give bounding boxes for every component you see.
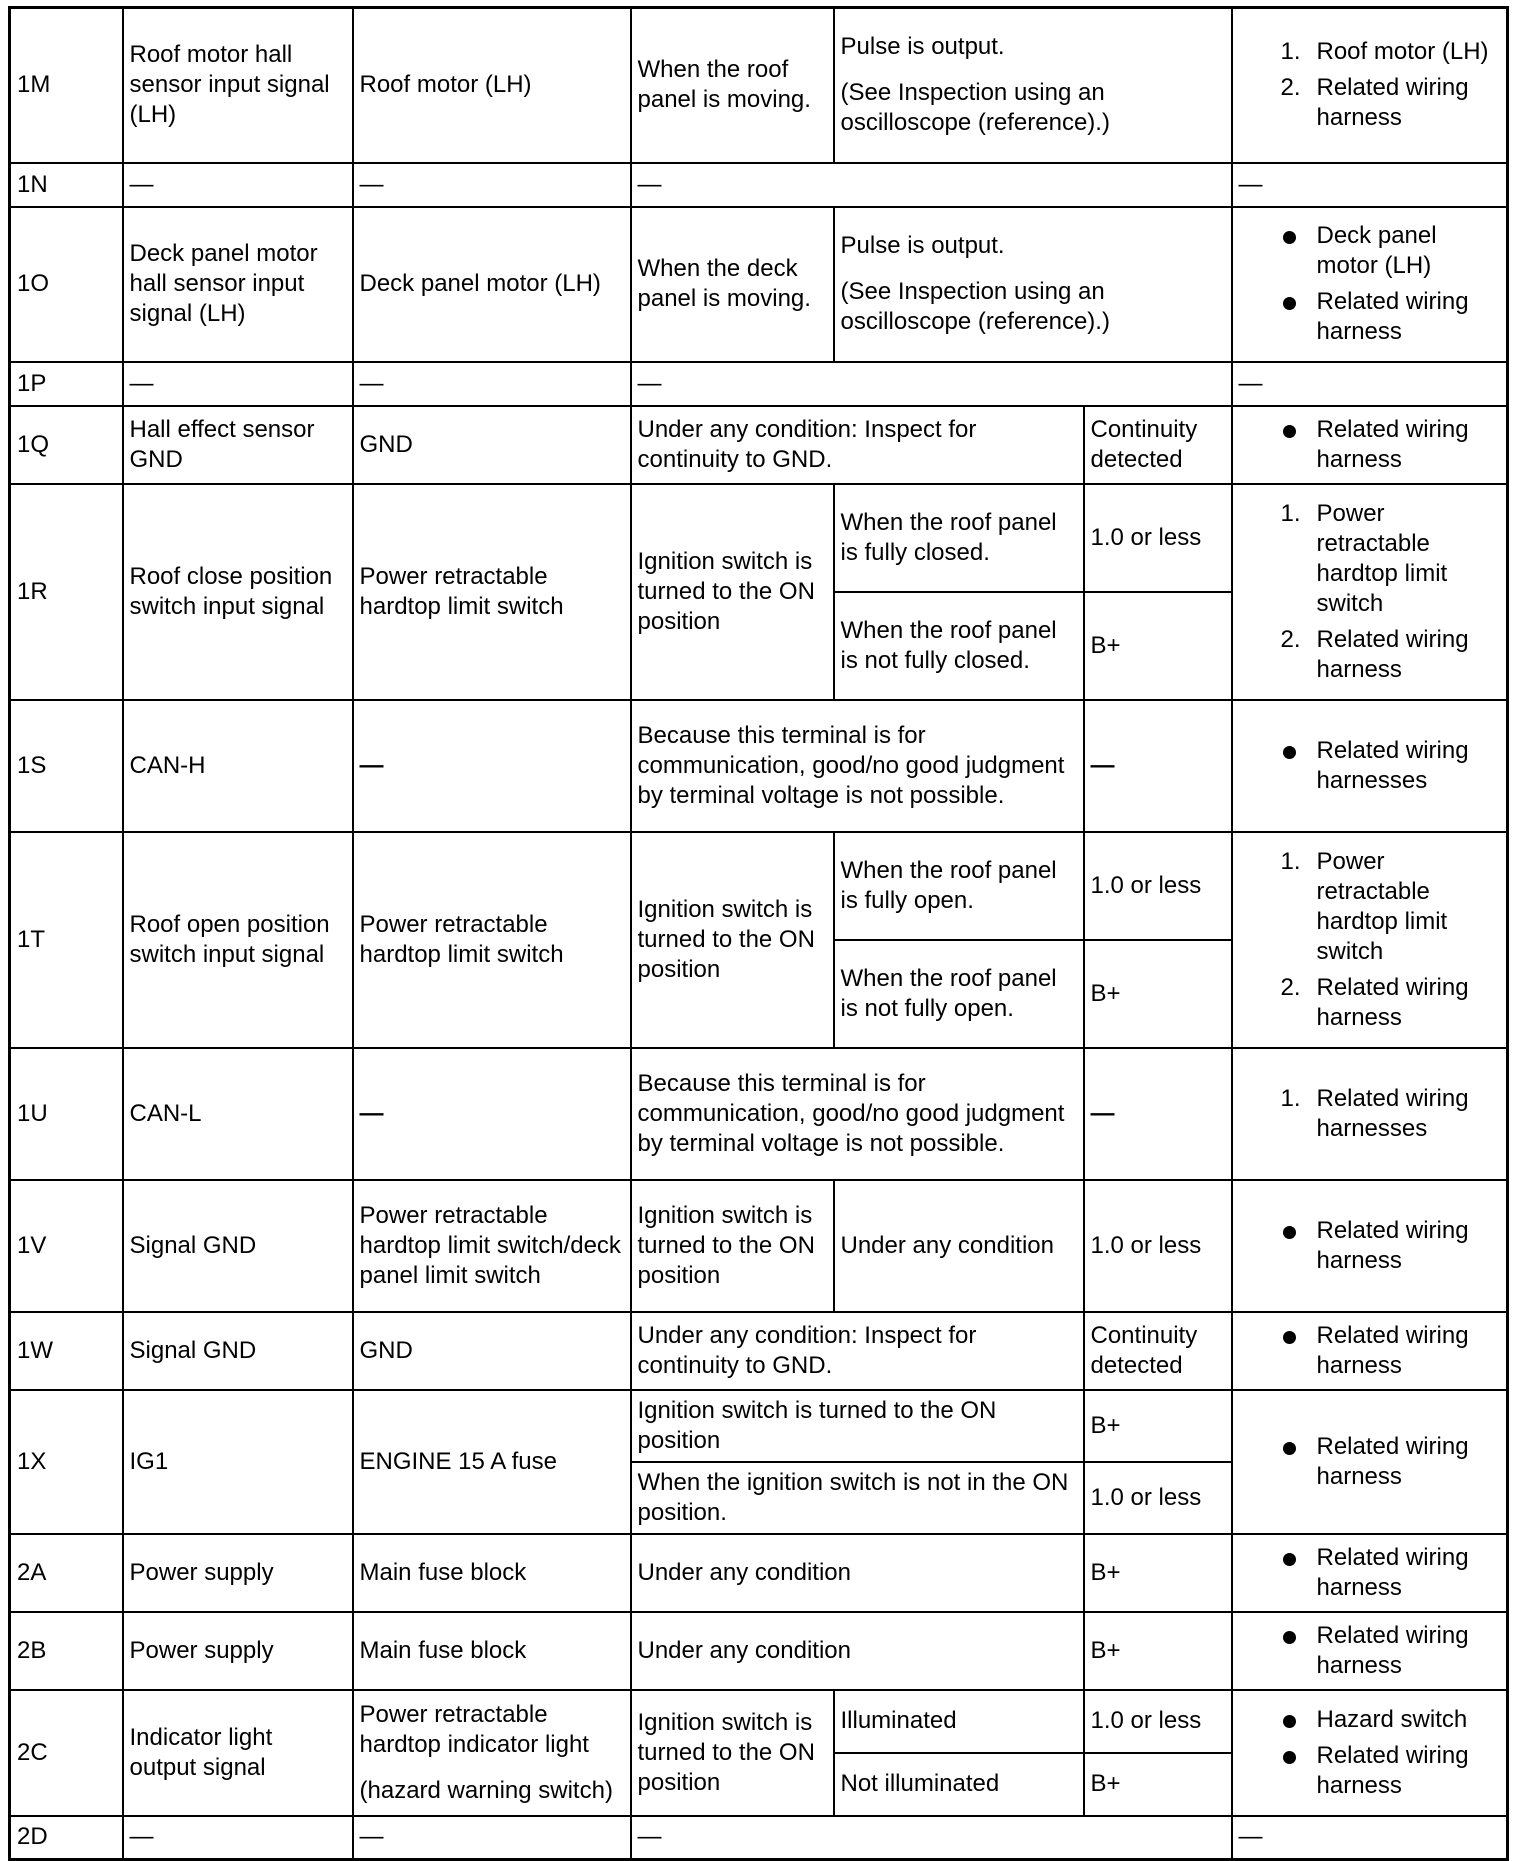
action-cell — [1232, 1534, 1508, 1612]
terminal-cell: 1Q — [10, 406, 123, 484]
value-cell: B+ — [1084, 1534, 1232, 1612]
condition-cell: When the roof panel is moving. — [631, 8, 834, 163]
value-cell: — — [1232, 362, 1508, 406]
bullet-icon — [1283, 1442, 1296, 1455]
condition-cell: — — [631, 362, 1232, 406]
list-item: 1. Roof motor (LH) — [1280, 38, 1489, 66]
list-item: Related wiring harnesses — [1239, 736, 1501, 796]
value-cell: — — [1084, 1048, 1232, 1180]
action-cell — [1232, 1180, 1508, 1312]
connected-cell: ENGINE 15 A fuse — [353, 1390, 631, 1534]
signal-cell: — — [123, 362, 353, 406]
sub-condition-cell: Under any condition — [834, 1180, 1084, 1312]
sub-condition-cell: When the roof panel is fully closed. — [834, 484, 1084, 592]
table-row — [10, 1180, 1508, 1312]
list-item: Related wiring harness — [1239, 1543, 1501, 1603]
connected-cell: Main fuse block — [353, 1612, 631, 1690]
connected-cell: — — [353, 362, 631, 406]
sub-condition-cell: Not illuminated — [834, 1753, 1084, 1816]
terminal-inspection-table — [8, 6, 1509, 1861]
list-item: Related wiring harness — [1239, 415, 1501, 475]
connected-cell: — — [353, 700, 631, 832]
condition-cell: Ignition switch is turned to the ON position — [631, 832, 834, 1048]
condition-cell: Ignition switch is turned to the ON position — [631, 484, 834, 700]
bullet-icon — [1283, 1331, 1296, 1344]
bullet-icon — [1283, 746, 1296, 759]
condition-cell: When the deck panel is moving. — [631, 207, 834, 362]
action-cell — [1232, 1690, 1508, 1816]
terminal-cell: 1U — [10, 1048, 123, 1180]
list-item: Hazard switch — [1239, 1705, 1501, 1735]
value-cell: 1.0 or less — [1084, 484, 1232, 592]
bullet-icon — [1283, 1553, 1296, 1566]
table-row — [10, 1312, 1508, 1390]
terminal-cell: 2B — [10, 1612, 123, 1690]
table-row — [10, 207, 1508, 362]
bullet-icon — [1283, 231, 1296, 244]
table-row — [10, 163, 1508, 207]
list-item: Related wiring harness — [1239, 1432, 1501, 1492]
signal-cell: Power supply — [123, 1612, 353, 1690]
signal-cell: Signal GND — [123, 1312, 353, 1390]
list-item: 1. Related wiring harnesses — [1280, 1084, 1469, 1142]
list-item: 2. Related wiring harness — [1280, 74, 1469, 132]
connected-cell: Power retractable hardtop indicator light (hazard warning switch) — [353, 1690, 631, 1816]
signal-cell: Roof open position switch input signal — [123, 832, 353, 1048]
action-cell — [1232, 1390, 1508, 1534]
sub-condition-cell: Illuminated — [834, 1690, 1084, 1753]
terminal-cell: 1S — [10, 700, 123, 832]
value-cell: — — [1232, 163, 1508, 207]
table-row — [10, 8, 1508, 163]
terminal-cell: 1T — [10, 832, 123, 1048]
bullet-icon — [1283, 1226, 1296, 1239]
list-item: Related wiring harness — [1239, 1621, 1501, 1681]
connected-cell: — — [353, 163, 631, 207]
value-cell: B+ — [1084, 1390, 1232, 1462]
condition-cell: — — [631, 163, 1232, 207]
terminal-cell: 1W — [10, 1312, 123, 1390]
connected-cell: Power retractable hardtop limit switch — [353, 832, 631, 1048]
list-item: 2. Related wiring harness — [1280, 973, 1469, 1031]
bullet-icon — [1283, 1715, 1296, 1728]
terminal-cell: 2A — [10, 1534, 123, 1612]
action-cell — [1232, 1612, 1508, 1690]
table-row — [10, 700, 1508, 832]
condition-cell: Under any condition: Inspect for continuity to GND. — [631, 1312, 1084, 1390]
signal-cell: Hall effect sensor GND — [123, 406, 353, 484]
signal-cell: Deck panel motor hall sensor input signal (LH) — [123, 207, 353, 362]
table-row — [10, 1816, 1508, 1860]
condition-cell: Under any condition — [631, 1534, 1084, 1612]
action-cell — [1232, 8, 1508, 163]
terminal-cell: 1M — [10, 8, 123, 163]
table-row — [10, 1690, 1508, 1753]
condition-cell: Under any condition — [631, 1612, 1084, 1690]
signal-cell: CAN-L — [123, 1048, 353, 1180]
bullet-icon — [1283, 425, 1296, 438]
condition-cell: Ignition switch is turned to the ON position — [631, 1690, 834, 1816]
value-cell: Pulse is output. (See Inspection using an oscilloscope (reference).) — [834, 8, 1232, 163]
list-item: Related wiring harness — [1239, 1321, 1501, 1381]
connected-cell: Deck panel motor (LH) — [353, 207, 631, 362]
action-cell — [1232, 406, 1508, 484]
value-cell: B+ — [1084, 940, 1232, 1048]
signal-cell: Roof motor hall sensor input signal (LH) — [123, 8, 353, 163]
signal-cell: Roof close position switch input signal — [123, 484, 353, 700]
condition-cell: Ignition switch is turned to the ON position — [631, 1390, 1084, 1462]
list-item: Deck panel motor (LH) — [1239, 221, 1501, 281]
value-cell: 1.0 or less — [1084, 1462, 1232, 1534]
condition-cell: When the ignition switch is not in the ON position. — [631, 1462, 1084, 1534]
action-cell — [1232, 207, 1508, 362]
condition-cell: Because this terminal is for communication, good/no good judgment by terminal voltage is not possible. — [631, 1048, 1084, 1180]
table-row — [10, 362, 1508, 406]
value-cell: 1.0 or less — [1084, 832, 1232, 940]
terminal-cell: 1R — [10, 484, 123, 700]
signal-cell: — — [123, 163, 353, 207]
signal-cell: Power supply — [123, 1534, 353, 1612]
signal-cell: CAN-H — [123, 700, 353, 832]
value-cell: 1.0 or less — [1084, 1180, 1232, 1312]
terminal-cell: 1O — [10, 207, 123, 362]
signal-cell: Indicator light output signal — [123, 1690, 353, 1816]
sub-condition-cell: When the roof panel is fully open. — [834, 832, 1084, 940]
bullet-icon — [1283, 1751, 1296, 1764]
signal-cell: Signal GND — [123, 1180, 353, 1312]
terminal-cell: 2C — [10, 1690, 123, 1816]
list-item: Related wiring harness — [1239, 1216, 1501, 1276]
action-cell — [1232, 700, 1508, 832]
value-cell: 1.0 or less — [1084, 1690, 1232, 1753]
table-row — [10, 1612, 1508, 1690]
value-cell: — — [1232, 1816, 1508, 1860]
connected-cell: — — [353, 1816, 631, 1860]
value-cell: Continuity detected — [1084, 406, 1232, 484]
condition-cell: — — [631, 1816, 1232, 1860]
table-row — [10, 1390, 1508, 1462]
connected-cell: GND — [353, 406, 631, 484]
action-cell — [1232, 484, 1508, 700]
connected-cell: Main fuse block — [353, 1534, 631, 1612]
connected-cell: Power retractable hardtop limit switch — [353, 484, 631, 700]
table-row — [10, 1048, 1508, 1180]
connected-cell: Roof motor (LH) — [353, 8, 631, 163]
value-cell: B+ — [1084, 1753, 1232, 1816]
terminal-cell: 1V — [10, 1180, 123, 1312]
list-item: 1. Power retractable hardtop limit switch — [1280, 499, 1448, 617]
connected-cell: GND — [353, 1312, 631, 1390]
terminal-cell: 1N — [10, 163, 123, 207]
bullet-icon — [1283, 1631, 1296, 1644]
action-cell — [1232, 1048, 1508, 1180]
terminal-cell: 1P — [10, 362, 123, 406]
condition-cell: Because this terminal is for communication, good/no good judgment by terminal voltage is not possible. — [631, 700, 1084, 832]
signal-cell: IG1 — [123, 1390, 353, 1534]
terminal-cell: 2D — [10, 1816, 123, 1860]
list-item: 1. Power retractable hardtop limit switch — [1280, 847, 1448, 965]
list-item: Related wiring harness — [1239, 287, 1501, 347]
action-cell — [1232, 832, 1508, 1048]
value-cell: B+ — [1084, 592, 1232, 700]
value-cell: B+ — [1084, 1612, 1232, 1690]
value-cell: — — [1084, 700, 1232, 832]
bullet-icon — [1283, 297, 1296, 310]
sub-condition-cell: When the roof panel is not fully open. — [834, 940, 1084, 1048]
list-item: 2. Related wiring harness — [1280, 625, 1469, 683]
connected-cell: — — [353, 1048, 631, 1180]
condition-cell: Ignition switch is turned to the ON position — [631, 1180, 834, 1312]
value-cell: Pulse is output. (See Inspection using an oscilloscope (reference).) — [834, 207, 1232, 362]
sub-condition-cell: When the roof panel is not fully closed. — [834, 592, 1084, 700]
table-row — [10, 832, 1508, 940]
terminal-cell: 1X — [10, 1390, 123, 1534]
table-row — [10, 484, 1508, 592]
connected-cell: Power retractable hardtop limit switch/deck panel limit switch — [353, 1180, 631, 1312]
table-row — [10, 406, 1508, 484]
list-item: Related wiring harness — [1239, 1741, 1501, 1801]
value-cell: Continuity detected — [1084, 1312, 1232, 1390]
condition-cell: Under any condition: Inspect for continuity to GND. — [631, 406, 1084, 484]
table-row — [10, 1534, 1508, 1612]
action-cell — [1232, 1312, 1508, 1390]
signal-cell: — — [123, 1816, 353, 1860]
